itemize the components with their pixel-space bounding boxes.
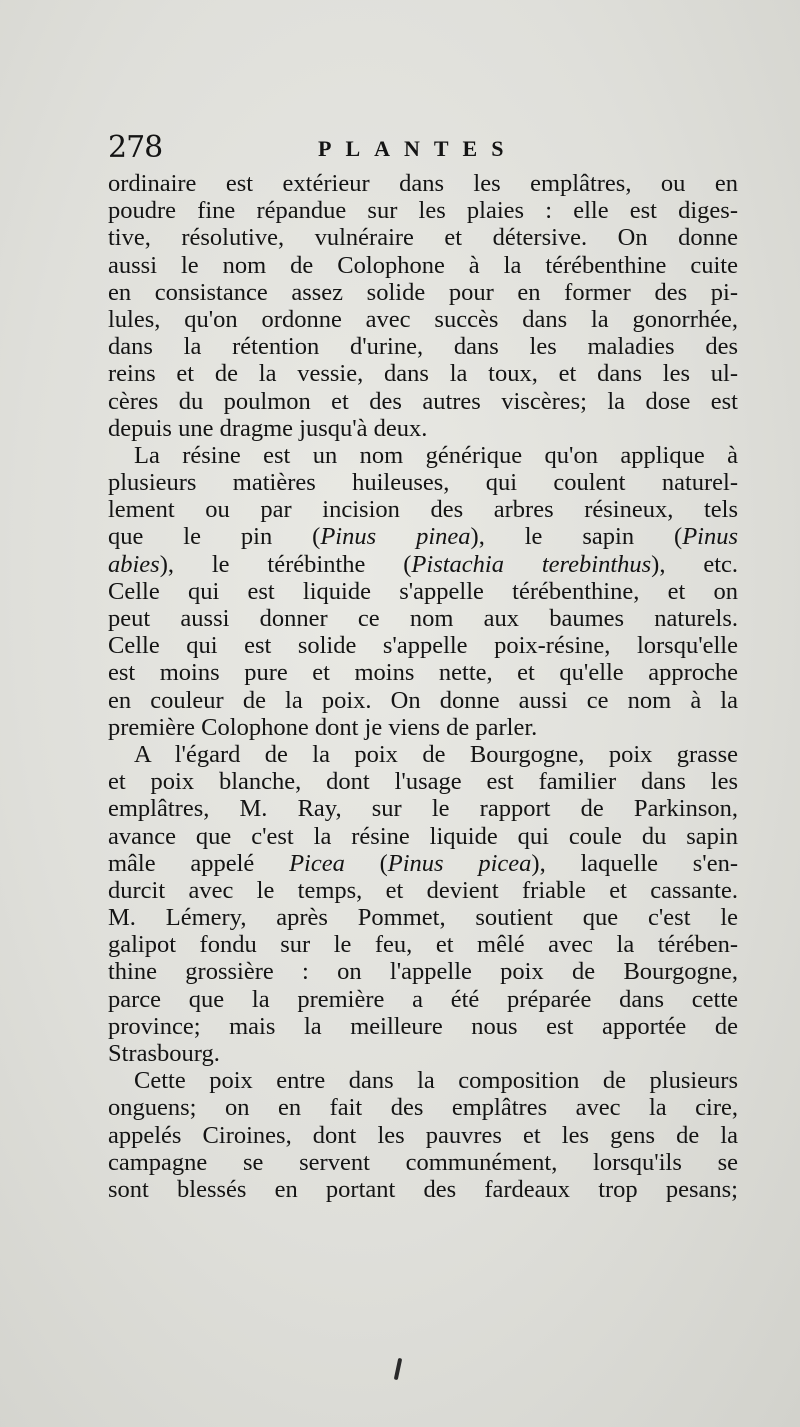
text-line: mâle appelé Picea (Pinus picea), laquelle s'en- (108, 849, 738, 877)
text-line: aussi le nom de Colophone à la térébenthine cuite (108, 251, 738, 279)
paragraph-start: La résine est un nom générique qu'on applique à (134, 441, 738, 469)
text-line: parce que la première a été préparée dans cette (108, 985, 738, 1013)
text-line: tive, résolutive, vulnéraire et détersive. On donne (108, 224, 738, 252)
text-line: depuis une dragme jusqu'à deux. (108, 414, 428, 442)
text-line: avance que c'est la résine liquide qui coule du sapin (108, 822, 738, 850)
text-line: abies), le térébinthe (Pistachia terebinthus), etc. (108, 550, 739, 578)
ink-mark (394, 1358, 402, 1380)
text-line: première Colophone dont je viens de parler. (108, 713, 538, 741)
text-line: poudre fine répandue sur les plaies : elle est diges- (108, 197, 738, 225)
text-line: province; mais la meilleure nous est apportée de (108, 1012, 738, 1040)
text-line: sont blessés en portant des fardeaux trop pesans; (108, 1175, 738, 1203)
text-line: peut aussi donner ce nom aux baumes naturels. (108, 605, 738, 632)
text-line: thine grossière : on l'appelle poix de Bourgogne, (108, 958, 738, 986)
text-line: en couleur de la poix. On donne aussi ce nom à la (108, 686, 738, 714)
text-line: ordinaire est extérieur dans les emplâtres, ou en (108, 170, 738, 197)
page-header (108, 130, 748, 170)
italic-term: Pinus pinea (320, 523, 471, 551)
text-line: M. Lémery, après Pommet, soutient que c'est le (108, 904, 738, 932)
text-line: appelés Ciroines, dont les pauvres et les gens de la (108, 1121, 738, 1149)
italic-term: Picea (289, 849, 345, 877)
text-line: cères du poulmon et des autres viscères; la dose est (108, 387, 738, 415)
text-line: durcit avec le temps, et devient friable et cassante. (108, 876, 738, 904)
paragraph-start: Cette poix entre dans la composition de plusieurs (134, 1067, 738, 1095)
page-number: 278 (108, 130, 163, 165)
italic-term: abies (108, 550, 160, 578)
text-line: dans la rétention d'urine, dans les maladies des (108, 333, 738, 361)
text-line: reins et de la vessie, dans la toux, et dans les ul- (108, 360, 738, 388)
text-line: lement ou par incision des arbres résineux, tels (108, 496, 738, 524)
text-line: Strasbourg. (108, 1040, 220, 1067)
text-line: que le pin (Pinus pinea), le sapin (Pinus (108, 523, 738, 551)
text-line: Celle qui est solide s'appelle poix-résine, lorsqu'elle (108, 632, 738, 660)
italic-term: Pistachia terebinthus (411, 550, 652, 578)
text-line: lules, qu'on ordonne avec succès dans la gonorrhée, (108, 305, 738, 333)
running-head: PLANTES (318, 136, 518, 161)
text-line: onguens; on en fait des emplâtres avec la cire, (108, 1094, 738, 1122)
text-line: galipot fondu sur le feu, et mêlé avec la térében- (108, 931, 738, 959)
text-line: et poix blanche, dont l'usage est familier dans les (108, 768, 738, 796)
paragraph-start: A l'égard de la poix de Bourgogne, poix grasse (134, 740, 738, 768)
italic-term: Pinus (682, 523, 738, 551)
text-line: en consistance assez solide pour en former des pi- (108, 278, 738, 306)
text-line: est moins pure et moins nette, et qu'elle approche (108, 659, 738, 687)
text-line: emplâtres, M. Ray, sur le rapport de Parkinson, (108, 795, 738, 823)
text-line: Celle qui est liquide s'appelle térébenthine, et on (108, 577, 738, 605)
text-line: plusieurs matières huileuses, qui coulent naturel- (108, 469, 738, 497)
text-line: campagne se servent communément, lorsqu'ils se (108, 1148, 738, 1176)
body-text (108, 170, 738, 1203)
italic-term: Pinus picea (387, 849, 532, 877)
